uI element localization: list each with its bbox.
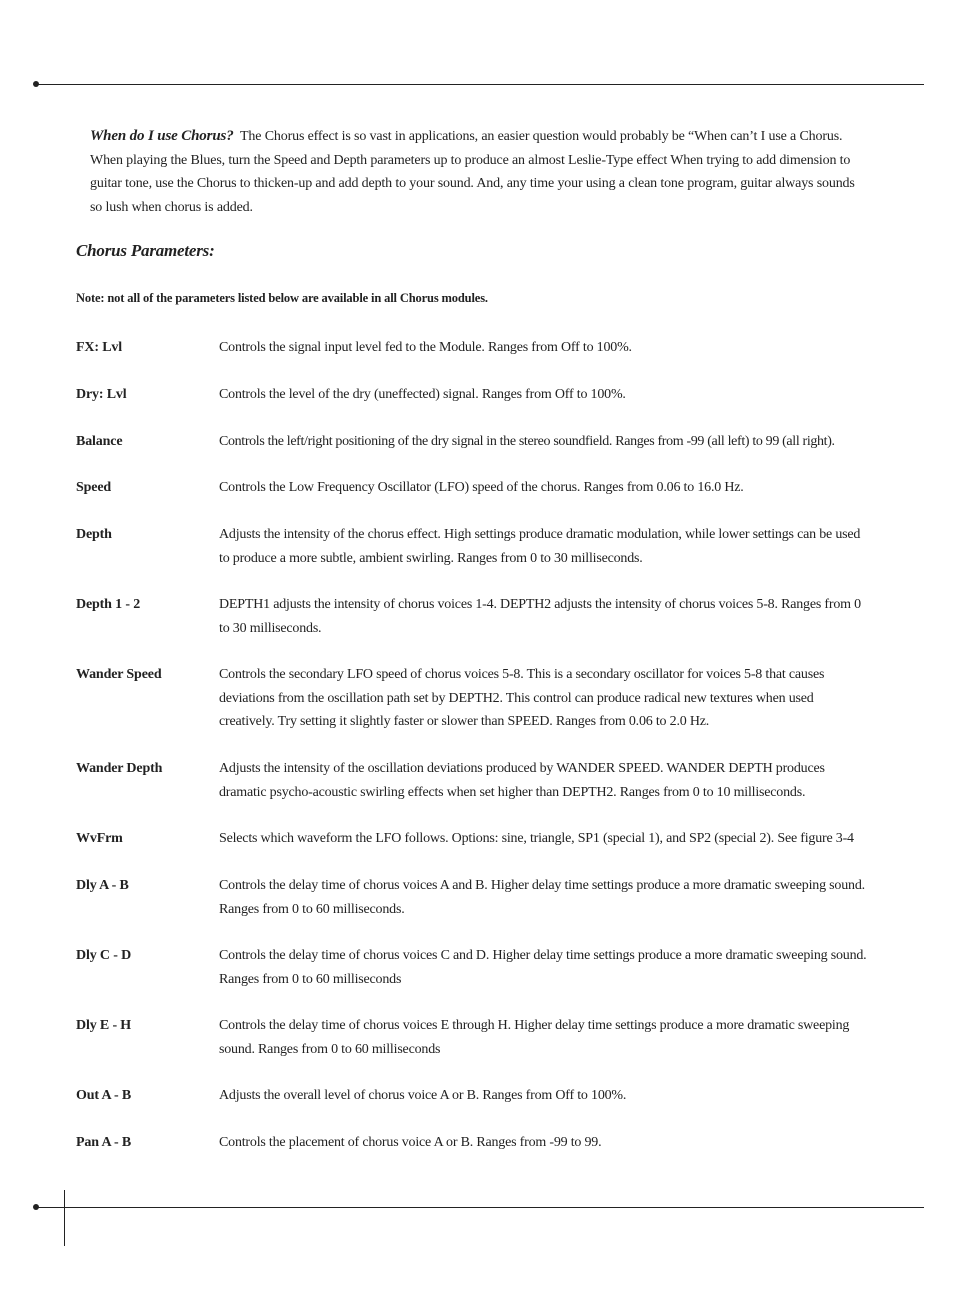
param-name: Wander Depth (76, 761, 163, 776)
param-desc: Controls the signal input level fed to the Module. Ranges from Off to 100%. (219, 340, 632, 355)
intro-body: The Chorus effect is so vast in applications, an easier question would probably be “When can’t I use a Chorus. When playing the Blues, turn the Speed and Depth parameters up to produce an almost Leslie-Type effect When trying to add dimension to guitar tone, use the Chorus to thicken-up and add depth to your sound. And, any time your using a clean tone program, guitar always sounds so lush when chorus is added. (90, 129, 855, 215)
param-desc: Adjusts the intensity of the chorus effect. High settings produce dramatic modulation, while lower settings can be used to produce a more subtle, ambient swirling. Ranges from 0 to 30 milliseconds. (219, 527, 861, 566)
param-desc: Adjusts the intensity of the oscillation deviations produced by WANDER SPEED. WANDER DEPTH produces dramatic psycho-acoustic swirling effects when set higher than DEPTH2. Ranges from 0 to 10 milliseconds. (219, 761, 825, 800)
param-name: Dly E - H (76, 1018, 132, 1033)
param-desc: Controls the left/right positioning of the dry signal in the stereo soundfield. Ranges from -99 (all left) to 99 (all right). (219, 434, 835, 449)
param-name: Dly A - B (76, 878, 129, 893)
param-name: Pan A - B (76, 1135, 132, 1150)
bottom-rule-dot (33, 1204, 39, 1210)
intro-paragraph (90, 125, 870, 219)
bottom-crop-mark (64, 1190, 65, 1246)
bottom-rule (36, 1207, 924, 1208)
param-desc: Controls the delay time of chorus voices C and D. Higher delay time settings produce a more dramatic sweeping sound. Ranges from 0 to 60 milliseconds (219, 948, 867, 987)
param-name: Depth 1 - 2 (76, 597, 141, 612)
section-heading: Chorus Parameters: (76, 241, 215, 260)
param-desc: Controls the delay time of chorus voices E through H. Higher delay time settings produce a more dramatic sweeping sound. Ranges from 0 to 60 milliseconds (219, 1018, 850, 1057)
param-name: Balance (76, 434, 123, 449)
param-desc: Controls the placement of chorus voice A or B. Ranges from -99 to 99. (219, 1135, 602, 1150)
param-name: Speed (76, 480, 112, 495)
param-desc: Selects which waveform the LFO follows. Options: sine, triangle, SP1 (special 1), and SP2 (special 2). See figure 3-4 (219, 831, 854, 846)
intro-lead: When do I use Chorus? (90, 128, 234, 144)
top-rule-dot (33, 81, 39, 87)
parameters-note: Note: not all of the parameters listed below are available in all Chorus modules. (76, 291, 488, 305)
param-desc: Adjusts the overall level of chorus voice A or B. Ranges from Off to 100%. (219, 1088, 627, 1103)
param-name: WvFrm (76, 831, 123, 846)
param-name: FX: Lvl (76, 340, 123, 355)
param-desc: Controls the delay time of chorus voices A and B. Higher delay time settings produce a more dramatic sweeping sound. Ranges from 0 to 60 milliseconds. (219, 878, 865, 917)
param-name: Out A - B (76, 1088, 132, 1103)
param-desc: DEPTH1 adjusts the intensity of chorus voices 1-4. DEPTH2 adjusts the intensity of chorus voices 5-8. Ranges from 0 to 30 milliseconds. (219, 597, 861, 636)
param-name: Depth (76, 527, 112, 542)
top-rule (36, 84, 924, 85)
param-desc: Controls the level of the dry (uneffected) signal. Ranges from Off to 100%. (219, 387, 626, 402)
param-name: Dly C - D (76, 948, 132, 963)
param-name: Dry: Lvl (76, 387, 127, 402)
param-desc: Controls the Low Frequency Oscillator (LFO) speed of the chorus. Ranges from 0.06 to 16.0 Hz. (219, 480, 744, 495)
param-desc: Controls the secondary LFO speed of chorus voices 5-8. This is a secondary oscillator for voices 5-8 that causes deviations from the oscillation path set by DEPTH2. This control can produce radical new textures when used creatively. Try setting it slightly faster or slower than SPEED. Ranges from 0.06 to 2.0 Hz. (219, 667, 825, 729)
param-name: Wander Speed (76, 667, 162, 682)
